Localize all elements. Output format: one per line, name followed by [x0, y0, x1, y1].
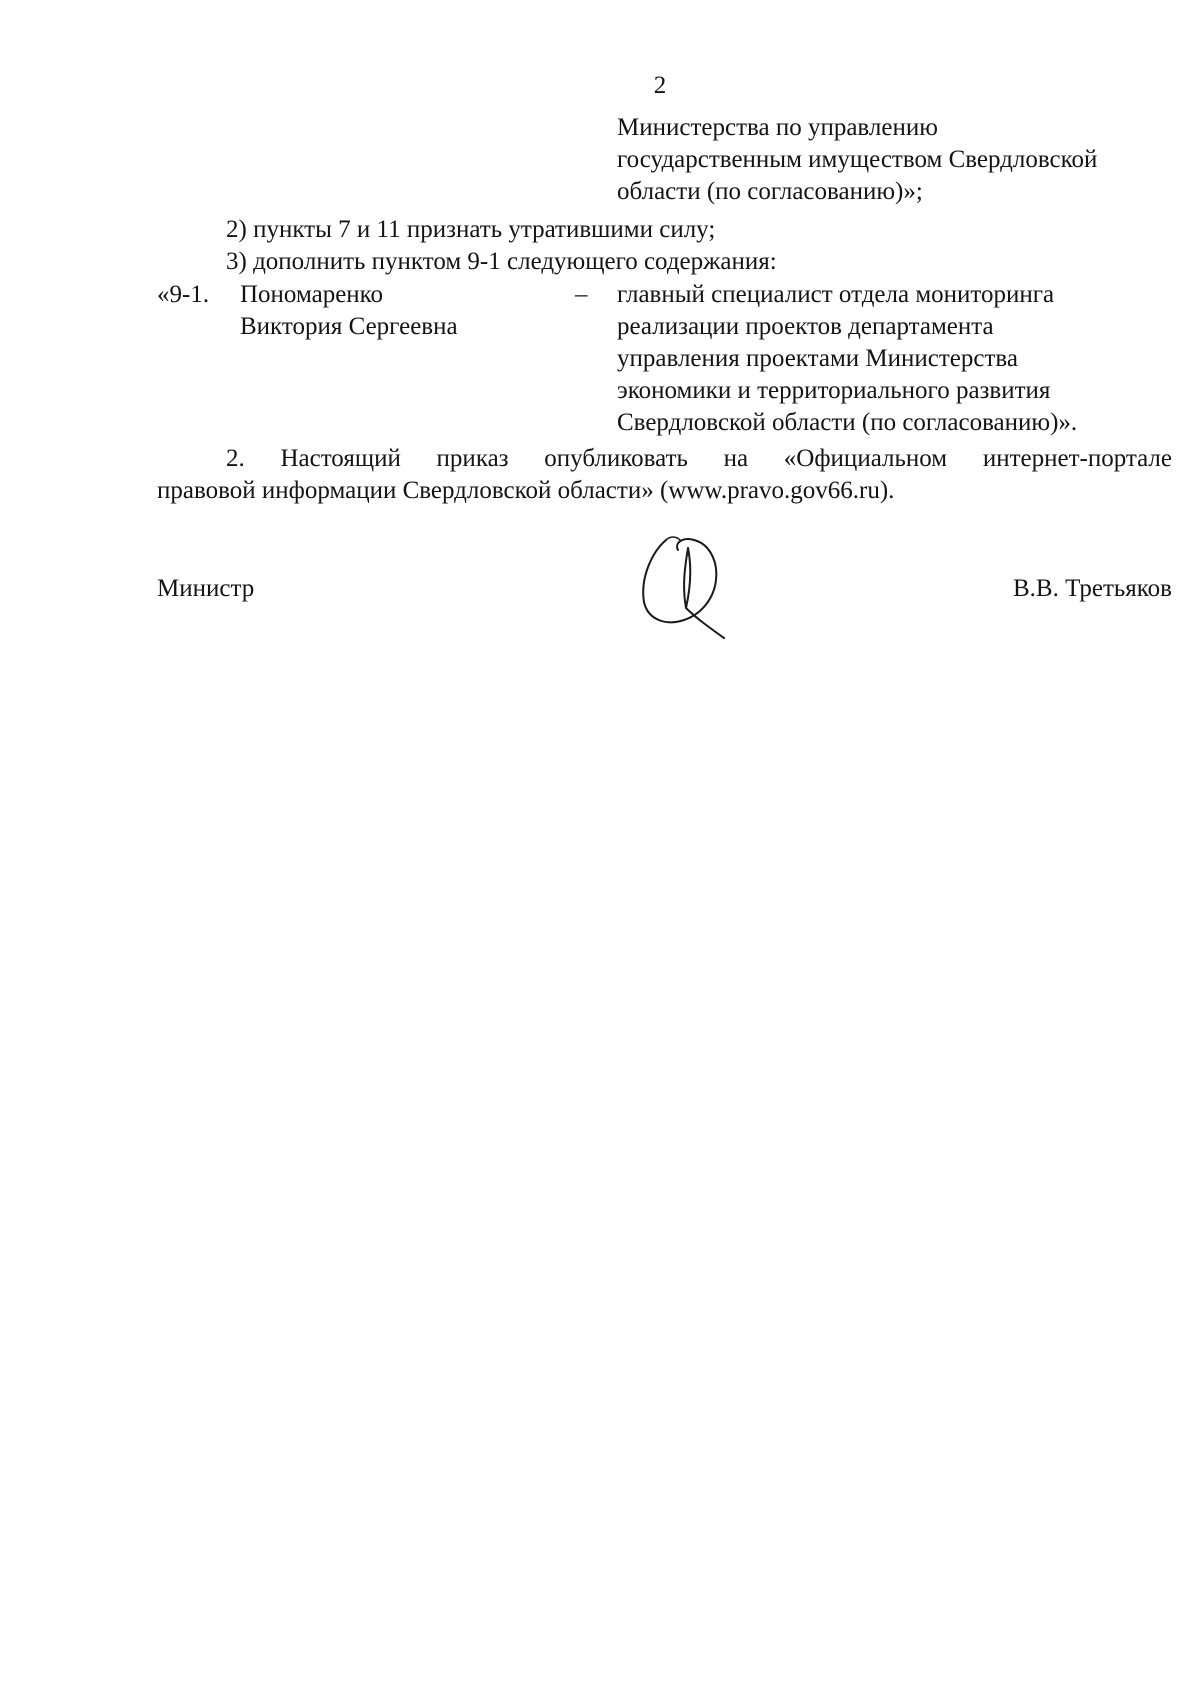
entry-dash: – [575, 281, 588, 308]
list-item-3: 3) дополнить пунктом 9-1 следующего содержания: [226, 248, 777, 275]
entry-description-line: экономики и территориального развития [617, 377, 1051, 404]
entry-name-line: Пономаренко [240, 281, 384, 308]
paragraph-publication [157, 443, 1172, 507]
signer-name: В.В. Третьяков [1012, 575, 1172, 602]
handwritten-signature [630, 528, 750, 643]
paragraph-line: правовой информации Свердловской области» (www.pravo.gov66.ru). [157, 477, 895, 504]
signer-title: Министр [157, 575, 255, 602]
entry-description [617, 279, 1177, 439]
signature-tick-stroke [666, 537, 680, 540]
entry-name-line: Виктория Сергеевна [240, 313, 458, 340]
entry-person-name [240, 279, 540, 343]
signature-stem-stroke [684, 548, 724, 638]
page-number: 2 [653, 72, 667, 99]
entry-number: «9-1. [157, 281, 210, 308]
list-item-2: 2) пункты 7 и 11 признать утратившими силу; [226, 216, 716, 243]
continuation-text [617, 112, 1177, 208]
entry-description-line: главный специалист отдела мониторинга [617, 281, 1055, 308]
signature-loop-stroke [643, 539, 716, 622]
entry-description-line: реализации проектов департамента [617, 313, 994, 340]
continuation-line: области (по согласованию)»; [617, 178, 923, 205]
entry-description-line: Свердловской области (по согласованию)». [617, 409, 1078, 436]
entry-description-line: управления проектами Министерства [617, 345, 1018, 372]
paragraph-line: 2. Настоящий приказ опубликовать на «Официальном интернет-портале [226, 445, 1172, 472]
continuation-line: государственным имуществом Свердловской [617, 146, 1098, 173]
continuation-line: Министерства по управлению [617, 114, 938, 141]
